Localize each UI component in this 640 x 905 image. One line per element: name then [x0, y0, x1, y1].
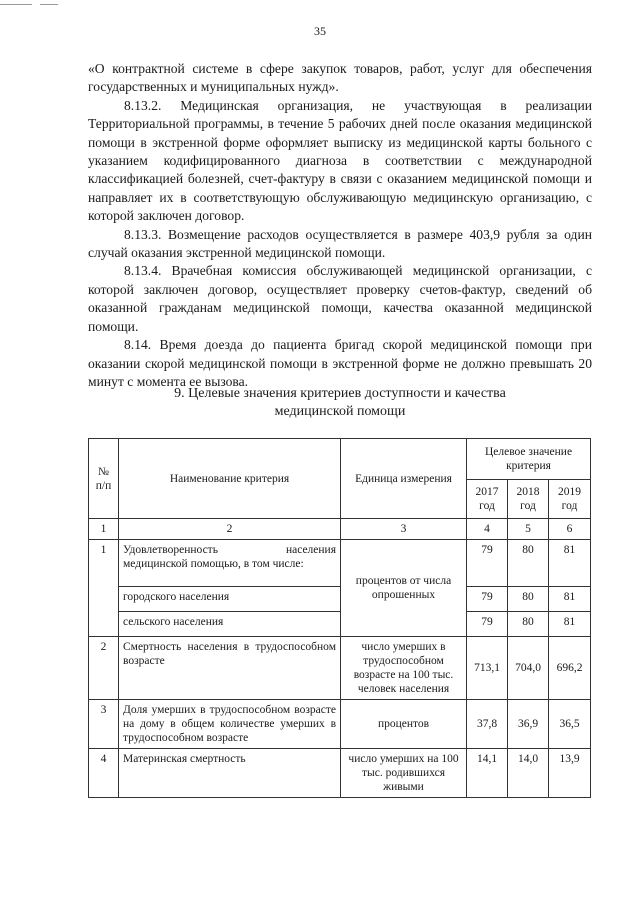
value-2017: 79: [467, 587, 508, 612]
column-number: 5: [508, 519, 549, 540]
header-num: № п/п: [89, 439, 119, 519]
value-2018: 80: [508, 612, 549, 637]
value-2017: 79: [467, 612, 508, 637]
row-number: 2: [89, 637, 119, 700]
value-2018: 704,0: [508, 637, 549, 700]
criterion-unit: процентов от числа опрошенных: [341, 540, 467, 637]
table-header-row: [89, 439, 591, 480]
value-2018: 36,9: [508, 700, 549, 749]
value-2017: 14,1: [467, 749, 508, 798]
value-2019: 81: [549, 540, 591, 587]
value-2018: 80: [508, 587, 549, 612]
value-2017: 79: [467, 540, 508, 587]
criterion-name: Удовлетворенность населения медицинской помощью, в том числе:: [119, 540, 341, 587]
header-year: 2019 год: [549, 480, 591, 519]
section-title: [88, 385, 592, 421]
value-2017: 37,8: [467, 700, 508, 749]
header-year: 2017 год: [467, 480, 508, 519]
header-rule: [0, 4, 32, 5]
table-row: [89, 637, 591, 700]
criterion-unit: число умерших в трудоспособном возрасте на 100 тыс. человек населения: [341, 637, 467, 700]
criterion-unit: процентов: [341, 700, 467, 749]
paragraph: «О контрактной системе в сфере закупок товаров, работ, услуг для обеспечения государственных и муниципальных нужд».: [88, 61, 592, 95]
section-title-line: медицинской помощи: [274, 404, 406, 419]
header-rule: [40, 4, 58, 5]
value-2017: 713,1: [467, 637, 508, 700]
value-2019: 81: [549, 587, 591, 612]
criterion-name: городского населения: [119, 587, 341, 612]
criterion-name: сельского населения: [119, 612, 341, 637]
row-number: 1: [89, 540, 119, 637]
paragraph: 8.13.4. Врачебная комиссия обслуживающей медицинской организации, с которой заключен договор, осуществляет проверку счетов-фактур, сведений об оказанной гражданам медицинской помощи, качества оказанной медицинской помощи.: [88, 263, 592, 334]
column-numbers-row: [89, 519, 591, 540]
value-2018: 80: [508, 540, 549, 587]
body-text: [88, 60, 592, 391]
criteria-table: [88, 438, 591, 798]
header-year: 2018 год: [508, 480, 549, 519]
column-number: 3: [341, 519, 467, 540]
paragraph: 8.14. Время доезда до пациента бригад скорой медицинской помощи при оказании скорой медицинской помощи в экстренной форме не должно превышать 20 минут с момента ее вызова.: [88, 337, 592, 389]
table-row: [89, 540, 591, 587]
section-title-line: 9. Целевые значения критериев доступности и качества: [174, 386, 506, 401]
value-2019: 696,2: [549, 637, 591, 700]
column-number: 1: [89, 519, 119, 540]
value-2019: 81: [549, 612, 591, 637]
paragraph: 8.13.3. Возмещение расходов осуществляется в размере 403,9 рубля за один случай оказания экстренной медицинской помощи.: [88, 226, 592, 261]
row-number: 4: [89, 749, 119, 798]
column-number: 4: [467, 519, 508, 540]
criterion-unit: число умерших на 100 тыс. родившихся живыми: [341, 749, 467, 798]
header-name: Наименование критерия: [119, 439, 341, 519]
value-2019: 13,9: [549, 749, 591, 798]
paragraph: 8.13.2. Медицинская организация, не участвующая в реализации Территориальной программы, в течение 5 рабочих дней после оказания медицинской помощи в экстренной форме оформляет выписку из медицинской карты больного с указанием кодифицированного диагноза в соответствии с международной классификацией болезней, счет-фактуру в связи с оказанием медицинской помощи и направляет их в соответствующую обслуживающую медицинскую организацию, с которой заключен договор.: [88, 97, 592, 224]
value-2019: 36,5: [549, 700, 591, 749]
table-row: [89, 749, 591, 798]
column-number: 2: [119, 519, 341, 540]
header-target: Целевое значение критерия: [467, 439, 591, 480]
page-number: 35: [314, 24, 326, 38]
criterion-name: Смертность населения в трудоспособном возрасте: [119, 637, 341, 700]
header-unit: Единица измерения: [341, 439, 467, 519]
value-2018: 14,0: [508, 749, 549, 798]
table-row: [89, 587, 591, 612]
criterion-name: Доля умерших в трудоспособном возрасте на дому в общем количестве умерших в трудоспособном возрасте: [119, 700, 341, 749]
table-row: [89, 700, 591, 749]
column-number: 6: [549, 519, 591, 540]
table-row: [89, 612, 591, 637]
row-number: 3: [89, 700, 119, 749]
criterion-name: Материнская смертность: [119, 749, 341, 798]
